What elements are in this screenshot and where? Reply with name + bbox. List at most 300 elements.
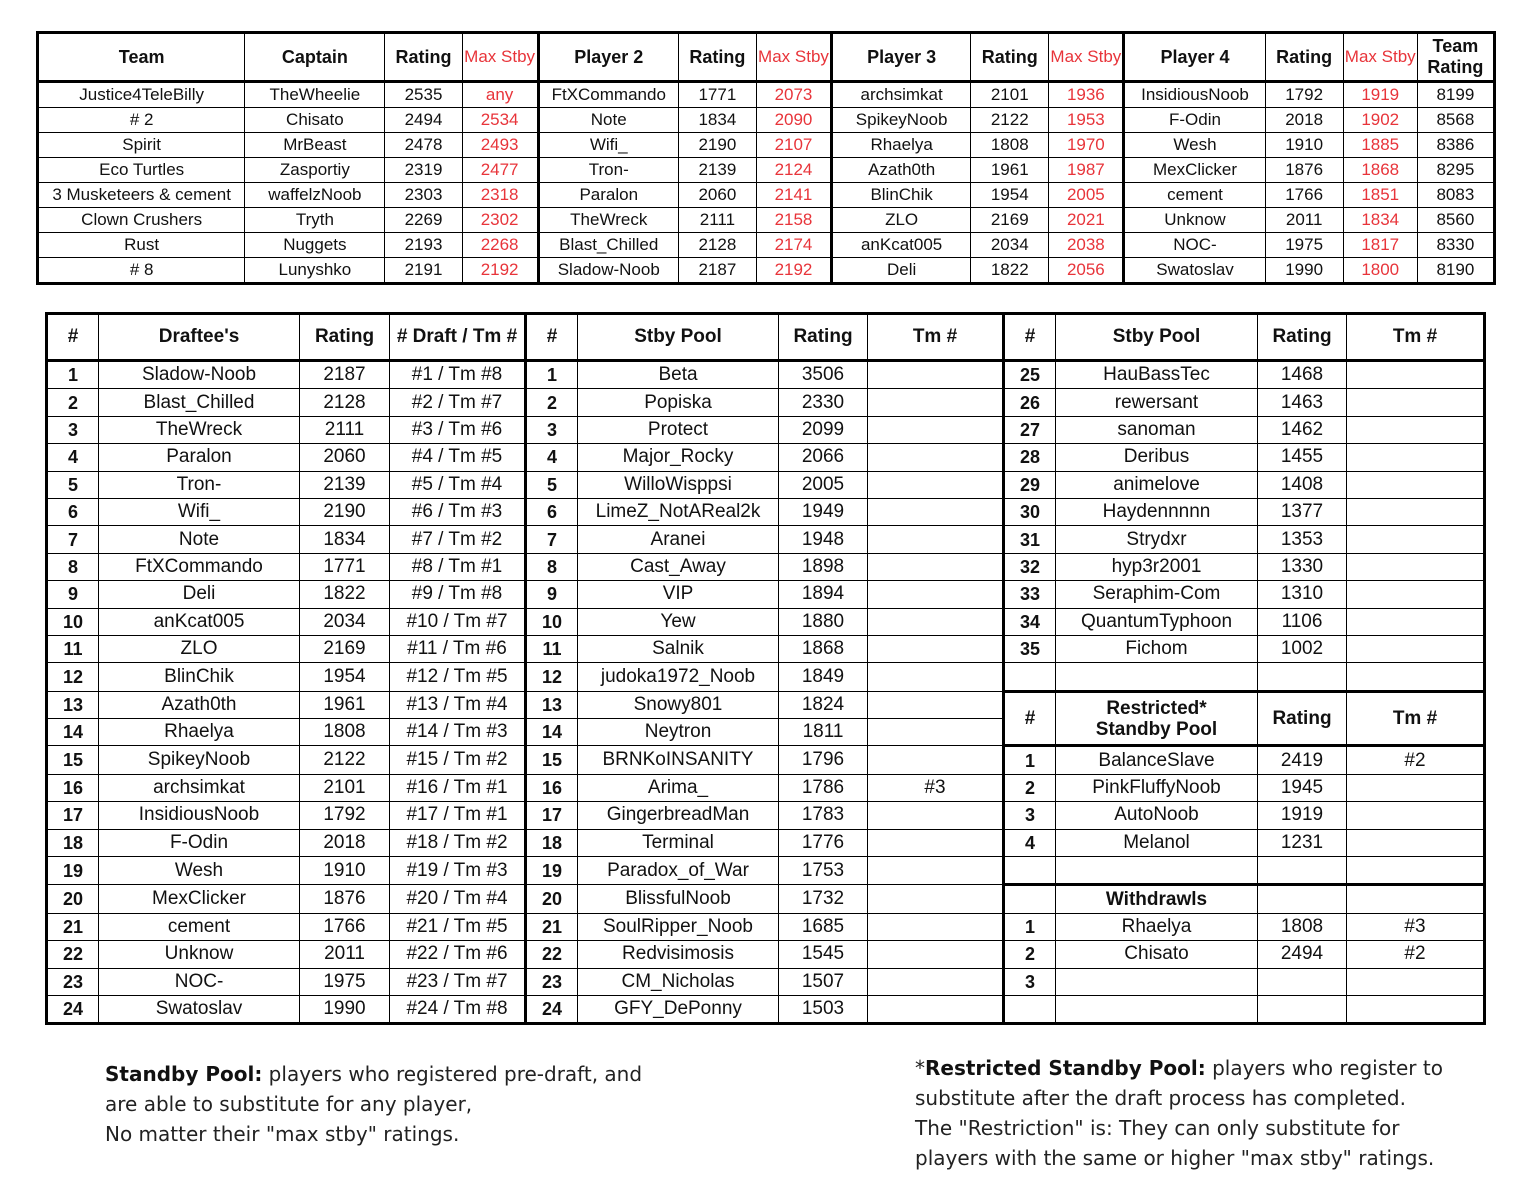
restricted-rating-cell: 2419	[1258, 746, 1347, 774]
header-pool2-rating: Rating	[1258, 314, 1347, 361]
draftee-tm-cell: #8 / Tm #1	[390, 553, 526, 580]
stby-pool-num-cell: 14	[526, 719, 578, 746]
stby-pool-tm-cell	[868, 663, 1004, 691]
draftee-name-cell: Rhaelya	[99, 719, 300, 746]
withdrawl-rating-cell: 1808	[1258, 913, 1347, 940]
draftee-tm-cell: #4 / Tm #5	[390, 444, 526, 471]
draftee-num-cell: 4	[47, 444, 99, 471]
stby-pool-tm-cell	[868, 995, 1004, 1023]
draftee-name-cell: Swatoslav	[99, 995, 300, 1023]
player-3-max-stby-cell: 2021	[1049, 208, 1124, 233]
draftee-num-cell: 24	[47, 995, 99, 1023]
restricted-tm-cell	[1347, 774, 1485, 801]
draftee-tm-cell: #15 / Tm #2	[390, 746, 526, 774]
stby-pool-rating-cell: 1949	[779, 498, 868, 525]
stby-pool-name-cell: Snowy801	[578, 691, 779, 718]
header-stby-pool: Stby Pool	[578, 314, 779, 361]
draftee-name-cell: anKcat005	[99, 608, 300, 635]
stby-pool-tm-cell	[868, 885, 1004, 913]
draft-row	[47, 416, 1485, 443]
captain-rating-cell: 2478	[385, 133, 462, 158]
stby-pool-tm-cell	[868, 389, 1004, 416]
draftee-tm-cell: #21 / Tm #5	[390, 913, 526, 940]
draftee-rating-cell: 2060	[300, 444, 390, 471]
stby-pool-num-cell: 20	[526, 885, 578, 913]
player-4-cell: MexClicker	[1124, 158, 1265, 183]
stby-pool-num-cell: 8	[526, 553, 578, 580]
spacer-cell	[1347, 663, 1485, 691]
team-name-cell: Spirit	[38, 133, 245, 158]
restricted-num-cell: 4	[1004, 829, 1056, 856]
draftee-name-cell: Wifi_	[99, 498, 300, 525]
stby-pool-num-cell: 23	[526, 968, 578, 995]
draftee-rating-cell: 1876	[300, 885, 390, 913]
stby-pool2-num-cell: 26	[1004, 389, 1056, 416]
draftee-rating-cell: 1954	[300, 663, 390, 691]
draftee-num-cell: 13	[47, 691, 99, 718]
draftee-rating-cell: 2101	[300, 774, 390, 801]
withdrawls-header-blank	[1258, 885, 1347, 913]
stby-pool-name-cell: WilloWisppsi	[578, 471, 779, 498]
draftee-tm-cell: #6 / Tm #3	[390, 498, 526, 525]
team-rating-cell: 8199	[1417, 82, 1494, 108]
player-4-rating-cell: 1876	[1265, 158, 1343, 183]
stby-pool-num-cell: 22	[526, 941, 578, 968]
team-rating-cell: 8295	[1417, 158, 1494, 183]
draft-row	[47, 829, 1485, 856]
stby-pool2-rating-cell: 1462	[1258, 416, 1347, 443]
header-captain: Captain	[245, 33, 385, 82]
stby-pool-rating-cell: 1753	[779, 857, 868, 885]
restricted-rating-cell: 1919	[1258, 802, 1347, 829]
stby-pool-num-cell: 15	[526, 746, 578, 774]
standby-note-text-1: players who registered pre-draft, and	[262, 1062, 643, 1086]
header-tm: Tm #	[868, 314, 1004, 361]
draft-row	[47, 691, 1485, 718]
draftee-rating-cell: 1792	[300, 802, 390, 829]
restricted-name-cell: PinkFluffyNoob	[1056, 774, 1258, 801]
draftee-tm-cell: #5 / Tm #4	[390, 471, 526, 498]
player-3-rating-cell: 1822	[971, 258, 1049, 284]
draftee-name-cell: archsimkat	[99, 774, 300, 801]
stby-pool-rating-cell: 1786	[779, 774, 868, 801]
player-2-rating-cell: 2190	[678, 133, 756, 158]
team-row	[38, 82, 1495, 108]
draft-row	[47, 389, 1485, 416]
stby-pool-rating-cell: 1503	[779, 995, 868, 1023]
stby-pool-rating-cell: 1880	[779, 608, 868, 635]
draftee-tm-cell: #14 / Tm #3	[390, 719, 526, 746]
stby-pool2-tm-cell	[1347, 526, 1485, 553]
restricted-name-cell: BalanceSlave	[1056, 746, 1258, 774]
captain-rating-cell: 2191	[385, 258, 462, 284]
team-name-cell: 3 Musketeers & cement	[38, 183, 245, 208]
header-team-rating-line2: Rating	[1427, 57, 1484, 77]
draftee-tm-cell: #10 / Tm #7	[390, 608, 526, 635]
draftee-tm-cell: #22 / Tm #6	[390, 941, 526, 968]
player-4-rating-cell: 1975	[1265, 233, 1343, 258]
draft-row	[47, 526, 1485, 553]
captain-rating-cell: 2303	[385, 183, 462, 208]
spacer-cell	[1004, 663, 1056, 691]
captain-cell: Chisato	[245, 108, 385, 133]
stby-pool-name-cell: GFY_DePonny	[578, 995, 779, 1023]
player-2-max-stby-cell: 2090	[756, 108, 831, 133]
teams-table	[36, 31, 1496, 285]
standby-pool-note	[105, 1059, 725, 1149]
draftee-name-cell: SpikeyNoob	[99, 746, 300, 774]
player-4-cell: Swatoslav	[1124, 258, 1265, 284]
stby-pool-rating-cell: 1898	[779, 553, 868, 580]
stby-pool-rating-cell: 2066	[779, 444, 868, 471]
draftee-tm-cell: #24 / Tm #8	[390, 995, 526, 1023]
draft-row	[47, 444, 1485, 471]
withdrawl-name-cell: Chisato	[1056, 941, 1258, 968]
stby-pool-name-cell: Arima_	[578, 774, 779, 801]
draft-row	[47, 663, 1485, 691]
stby-pool-name-cell: Protect	[578, 416, 779, 443]
stby-pool-rating-cell: 1545	[779, 941, 868, 968]
draft-row	[47, 774, 1485, 801]
draftee-name-cell: InsidiousNoob	[99, 802, 300, 829]
stby-pool2-num-cell: 29	[1004, 471, 1056, 498]
stby-pool-rating-cell: 1783	[779, 802, 868, 829]
draft-body	[47, 361, 1485, 1024]
draftee-name-cell: FtXCommando	[99, 553, 300, 580]
stby-pool2-name-cell: sanoman	[1056, 416, 1258, 443]
captain-cell: Lunyshko	[245, 258, 385, 284]
stby-pool2-num-cell: 25	[1004, 361, 1056, 389]
captain-max-stby-cell: 2302	[462, 208, 538, 233]
stby-pool-tm-cell: #3	[868, 774, 1004, 801]
restricted-pool-note	[915, 1053, 1515, 1173]
draftee-tm-cell: #16 / Tm #1	[390, 774, 526, 801]
spacer-cell	[1258, 857, 1347, 885]
draftee-name-cell: Note	[99, 526, 300, 553]
player-3-max-stby-cell: 1970	[1049, 133, 1124, 158]
draftee-name-cell: Tron-	[99, 471, 300, 498]
stby-pool-name-cell: Terminal	[578, 829, 779, 856]
withdrawl-tm-cell: #3	[1347, 913, 1485, 940]
player-4-cell: InsidiousNoob	[1124, 82, 1265, 108]
draft-row	[47, 885, 1485, 913]
stby-pool2-num-cell: 31	[1004, 526, 1056, 553]
draftee-name-cell: BlinChik	[99, 663, 300, 691]
stby-pool2-name-cell: hyp3r2001	[1056, 553, 1258, 580]
draft-row	[47, 913, 1485, 940]
standby-note-bold: Standby Pool:	[105, 1062, 263, 1086]
team-row	[38, 108, 1495, 133]
captain-rating-cell: 2193	[385, 233, 462, 258]
player-2-cell: Paralon	[538, 183, 678, 208]
draftee-num-cell: 17	[47, 802, 99, 829]
stby-pool-tm-cell	[868, 968, 1004, 995]
draftee-name-cell: F-Odin	[99, 829, 300, 856]
player-4-max-stby-cell: 1885	[1343, 133, 1417, 158]
draftee-num-cell: 5	[47, 471, 99, 498]
stby-pool-num-cell: 16	[526, 774, 578, 801]
player-3-cell: ZLO	[832, 208, 971, 233]
restricted-rating-cell: 1231	[1258, 829, 1347, 856]
stby-pool2-num-cell: 35	[1004, 635, 1056, 662]
standby-note-line-3: No matter their "max stby" ratings.	[105, 1122, 460, 1146]
spacer-cell	[1056, 995, 1258, 1023]
stby-pool2-rating-cell: 1353	[1258, 526, 1347, 553]
stby-pool2-tm-cell	[1347, 635, 1485, 662]
player-4-cell: Wesh	[1124, 133, 1265, 158]
player-4-max-stby-cell: 1834	[1343, 208, 1417, 233]
player-2-max-stby-cell: 2158	[756, 208, 831, 233]
draftee-tm-cell: #13 / Tm #4	[390, 691, 526, 718]
header-team-rating	[1417, 33, 1494, 82]
captain-cell: TheWheelie	[245, 82, 385, 108]
restricted-note-line-1	[915, 1053, 1515, 1083]
stby-pool-tm-cell	[868, 941, 1004, 968]
player-2-max-stby-cell: 2174	[756, 233, 831, 258]
stby-pool2-num-cell: 34	[1004, 608, 1056, 635]
stby-pool-num-cell: 4	[526, 444, 578, 471]
team-rating-cell: 8330	[1417, 233, 1494, 258]
draftee-rating-cell: 2111	[300, 416, 390, 443]
header-draftees: Draftee's	[99, 314, 300, 361]
stby-pool-name-cell: GingerbreadMan	[578, 802, 779, 829]
stby-pool-tm-cell	[868, 444, 1004, 471]
header-player-3: Player 3	[832, 33, 971, 82]
player-2-max-stby-cell: 2192	[756, 258, 831, 284]
header-team-rating-line1: Team	[1432, 36, 1479, 56]
stby-pool2-rating-cell: 1468	[1258, 361, 1347, 389]
player-4-max-stby-cell: 1919	[1343, 82, 1417, 108]
stby-pool-tm-cell	[868, 526, 1004, 553]
stby-pool2-tm-cell	[1347, 498, 1485, 525]
player-4-rating-cell: 2011	[1265, 208, 1343, 233]
player-4-cell: Unknow	[1124, 208, 1265, 233]
stby-pool-tm-cell	[868, 691, 1004, 718]
header-player-4-max-stby: Max Stby	[1343, 33, 1417, 82]
stby-pool-num-cell: 10	[526, 608, 578, 635]
restricted-tm-cell	[1347, 802, 1485, 829]
player-2-max-stby-cell: 2107	[756, 133, 831, 158]
team-name-cell: Eco Turtles	[38, 158, 245, 183]
stby-pool-name-cell: judoka1972_Noob	[578, 663, 779, 691]
player-3-cell: BlinChik	[832, 183, 971, 208]
player-2-rating-cell: 2128	[678, 233, 756, 258]
header-draft-tm: # Draft / Tm #	[390, 314, 526, 361]
stby-pool-name-cell: Salnik	[578, 635, 779, 662]
draft-row	[47, 746, 1485, 774]
captain-rating-cell: 2494	[385, 108, 462, 133]
player-3-rating-cell: 2122	[971, 108, 1049, 133]
header-player-3-rating: Rating	[971, 33, 1049, 82]
stby-pool2-tm-cell	[1347, 444, 1485, 471]
player-4-max-stby-cell: 1800	[1343, 258, 1417, 284]
stby-pool-rating-cell: 1776	[779, 829, 868, 856]
player-3-rating-cell: 1961	[971, 158, 1049, 183]
stby-pool-num-cell: 12	[526, 663, 578, 691]
team-row	[38, 158, 1495, 183]
draftee-rating-cell: 1975	[300, 968, 390, 995]
draftee-name-cell: Sladow-Noob	[99, 361, 300, 389]
captain-max-stby-cell: 2534	[462, 108, 538, 133]
draftee-tm-cell: #19 / Tm #3	[390, 857, 526, 885]
team-rating-cell: 8568	[1417, 108, 1494, 133]
team-rating-cell: 8083	[1417, 183, 1494, 208]
team-row	[38, 233, 1495, 258]
draft-row	[47, 608, 1485, 635]
withdrawl-tm-cell	[1347, 968, 1485, 995]
draftee-num-cell: 23	[47, 968, 99, 995]
captain-cell: Nuggets	[245, 233, 385, 258]
withdrawls-header-blank	[1347, 885, 1485, 913]
draftee-rating-cell: 2011	[300, 941, 390, 968]
stby-pool-tm-cell	[868, 416, 1004, 443]
draftee-name-cell: Blast_Chilled	[99, 389, 300, 416]
stby-pool2-name-cell: Deribus	[1056, 444, 1258, 471]
restricted-note-line-2: substitute after the draft process has completed.	[915, 1086, 1406, 1110]
player-3-max-stby-cell: 2056	[1049, 258, 1124, 284]
restricted-title-line1: Restricted*	[1106, 697, 1207, 719]
restricted-header-title	[1056, 691, 1258, 746]
draftee-num-cell: 9	[47, 581, 99, 608]
player-3-rating-cell: 2101	[971, 82, 1049, 108]
header-tm2: Tm #	[1347, 314, 1485, 361]
draft-row	[47, 471, 1485, 498]
draftee-rating-cell: 1766	[300, 913, 390, 940]
header-pool-num: #	[526, 314, 578, 361]
stby-pool-tm-cell	[868, 802, 1004, 829]
stby-pool-tm-cell	[868, 581, 1004, 608]
draftee-name-cell: Unknow	[99, 941, 300, 968]
restricted-num-cell: 2	[1004, 774, 1056, 801]
draftee-name-cell: Paralon	[99, 444, 300, 471]
spacer-cell	[1056, 663, 1258, 691]
standby-note-line-2: are able to substitute for any player,	[105, 1092, 473, 1116]
withdrawls-header: Withdrawls	[1056, 885, 1258, 913]
stby-pool-name-cell: Aranei	[578, 526, 779, 553]
player-2-rating-cell: 2111	[678, 208, 756, 233]
stby-pool-rating-cell: 1894	[779, 581, 868, 608]
draftee-rating-cell: 1910	[300, 857, 390, 885]
stby-pool-num-cell: 5	[526, 471, 578, 498]
player-4-rating-cell: 1990	[1265, 258, 1343, 284]
player-2-max-stby-cell: 2141	[756, 183, 831, 208]
player-4-cell: NOC-	[1124, 233, 1265, 258]
stby-pool-num-cell: 6	[526, 498, 578, 525]
stby-pool2-rating-cell: 1455	[1258, 444, 1347, 471]
team-name-cell: # 8	[38, 258, 245, 284]
draftee-num-cell: 8	[47, 553, 99, 580]
player-3-max-stby-cell: 1987	[1049, 158, 1124, 183]
player-4-max-stby-cell: 1851	[1343, 183, 1417, 208]
restricted-note-asterisk: *	[915, 1056, 925, 1080]
player-2-rating-cell: 2139	[678, 158, 756, 183]
stby-pool-num-cell: 3	[526, 416, 578, 443]
player-4-rating-cell: 1766	[1265, 183, 1343, 208]
withdrawl-name-cell: Rhaelya	[1056, 913, 1258, 940]
stby-pool-num-cell: 9	[526, 581, 578, 608]
draftee-tm-cell: #7 / Tm #2	[390, 526, 526, 553]
standby-note-line-1	[105, 1059, 725, 1089]
header-stby-pool2: Stby Pool	[1056, 314, 1258, 361]
draftee-num-cell: 15	[47, 746, 99, 774]
player-2-rating-cell: 2187	[678, 258, 756, 284]
team-rating-cell: 8386	[1417, 133, 1494, 158]
stby-pool-name-cell: Major_Rocky	[578, 444, 779, 471]
withdrawl-num-cell: 1	[1004, 913, 1056, 940]
team-row	[38, 258, 1495, 284]
draftee-num-cell: 7	[47, 526, 99, 553]
draftee-num-cell: 2	[47, 389, 99, 416]
restricted-title-line2: Standby Pool	[1095, 718, 1218, 740]
stby-pool-tm-cell	[868, 608, 1004, 635]
withdrawls-header-blank	[1004, 885, 1056, 913]
restricted-note-bold: Restricted Standby Pool:	[925, 1056, 1206, 1080]
stby-pool2-name-cell: HauBassTec	[1056, 361, 1258, 389]
draftee-name-cell: ZLO	[99, 635, 300, 662]
stby-pool2-tm-cell	[1347, 361, 1485, 389]
stby-pool-name-cell: BRNKoINSANITY	[578, 746, 779, 774]
player-3-max-stby-cell: 2005	[1049, 183, 1124, 208]
draftee-num-cell: 1	[47, 361, 99, 389]
stby-pool-tm-cell	[868, 498, 1004, 525]
stby-pool-tm-cell	[868, 635, 1004, 662]
captain-rating-cell: 2535	[385, 82, 462, 108]
captain-rating-cell: 2319	[385, 158, 462, 183]
team-name-cell: # 2	[38, 108, 245, 133]
header-player-2-max-stby: Max Stby	[756, 33, 831, 82]
stby-pool-name-cell: Cast_Away	[578, 553, 779, 580]
player-3-cell: Rhaelya	[832, 133, 971, 158]
draftee-tm-cell: #3 / Tm #6	[390, 416, 526, 443]
stby-pool-num-cell: 18	[526, 829, 578, 856]
captain-cell: Zasportiy	[245, 158, 385, 183]
team-name-cell: Rust	[38, 233, 245, 258]
stby-pool2-name-cell: rewersant	[1056, 389, 1258, 416]
player-2-cell: Blast_Chilled	[538, 233, 678, 258]
draftee-num-cell: 10	[47, 608, 99, 635]
draftee-num-cell: 19	[47, 857, 99, 885]
draftee-name-cell: cement	[99, 913, 300, 940]
draft-row	[47, 581, 1485, 608]
stby-pool2-num-cell: 28	[1004, 444, 1056, 471]
stby-pool-num-cell: 7	[526, 526, 578, 553]
header-pool2-num: #	[1004, 314, 1056, 361]
stby-pool-tm-cell	[868, 829, 1004, 856]
draftee-tm-cell: #20 / Tm #4	[390, 885, 526, 913]
restricted-note-text-1: players who register to	[1205, 1056, 1443, 1080]
player-2-rating-cell: 2060	[678, 183, 756, 208]
player-2-cell: TheWreck	[538, 208, 678, 233]
withdrawl-name-cell	[1056, 968, 1258, 995]
draftee-num-cell: 12	[47, 663, 99, 691]
stby-pool2-name-cell: Strydxr	[1056, 526, 1258, 553]
player-4-cell: cement	[1124, 183, 1265, 208]
player-2-rating-cell: 1771	[678, 82, 756, 108]
header-num: #	[47, 314, 99, 361]
draft-row	[47, 968, 1485, 995]
withdrawl-rating-cell: 2494	[1258, 941, 1347, 968]
stby-pool-name-cell: BlissfulNoob	[578, 885, 779, 913]
player-2-max-stby-cell: 2124	[756, 158, 831, 183]
player-3-max-stby-cell: 2038	[1049, 233, 1124, 258]
player-3-cell: Azath0th	[832, 158, 971, 183]
captain-max-stby-cell: 2318	[462, 183, 538, 208]
stby-pool-name-cell: CM_Nicholas	[578, 968, 779, 995]
header-player-4-rating: Rating	[1265, 33, 1343, 82]
team-row	[38, 208, 1495, 233]
stby-pool-name-cell: SoulRipper_Noob	[578, 913, 779, 940]
draftee-name-cell: NOC-	[99, 968, 300, 995]
